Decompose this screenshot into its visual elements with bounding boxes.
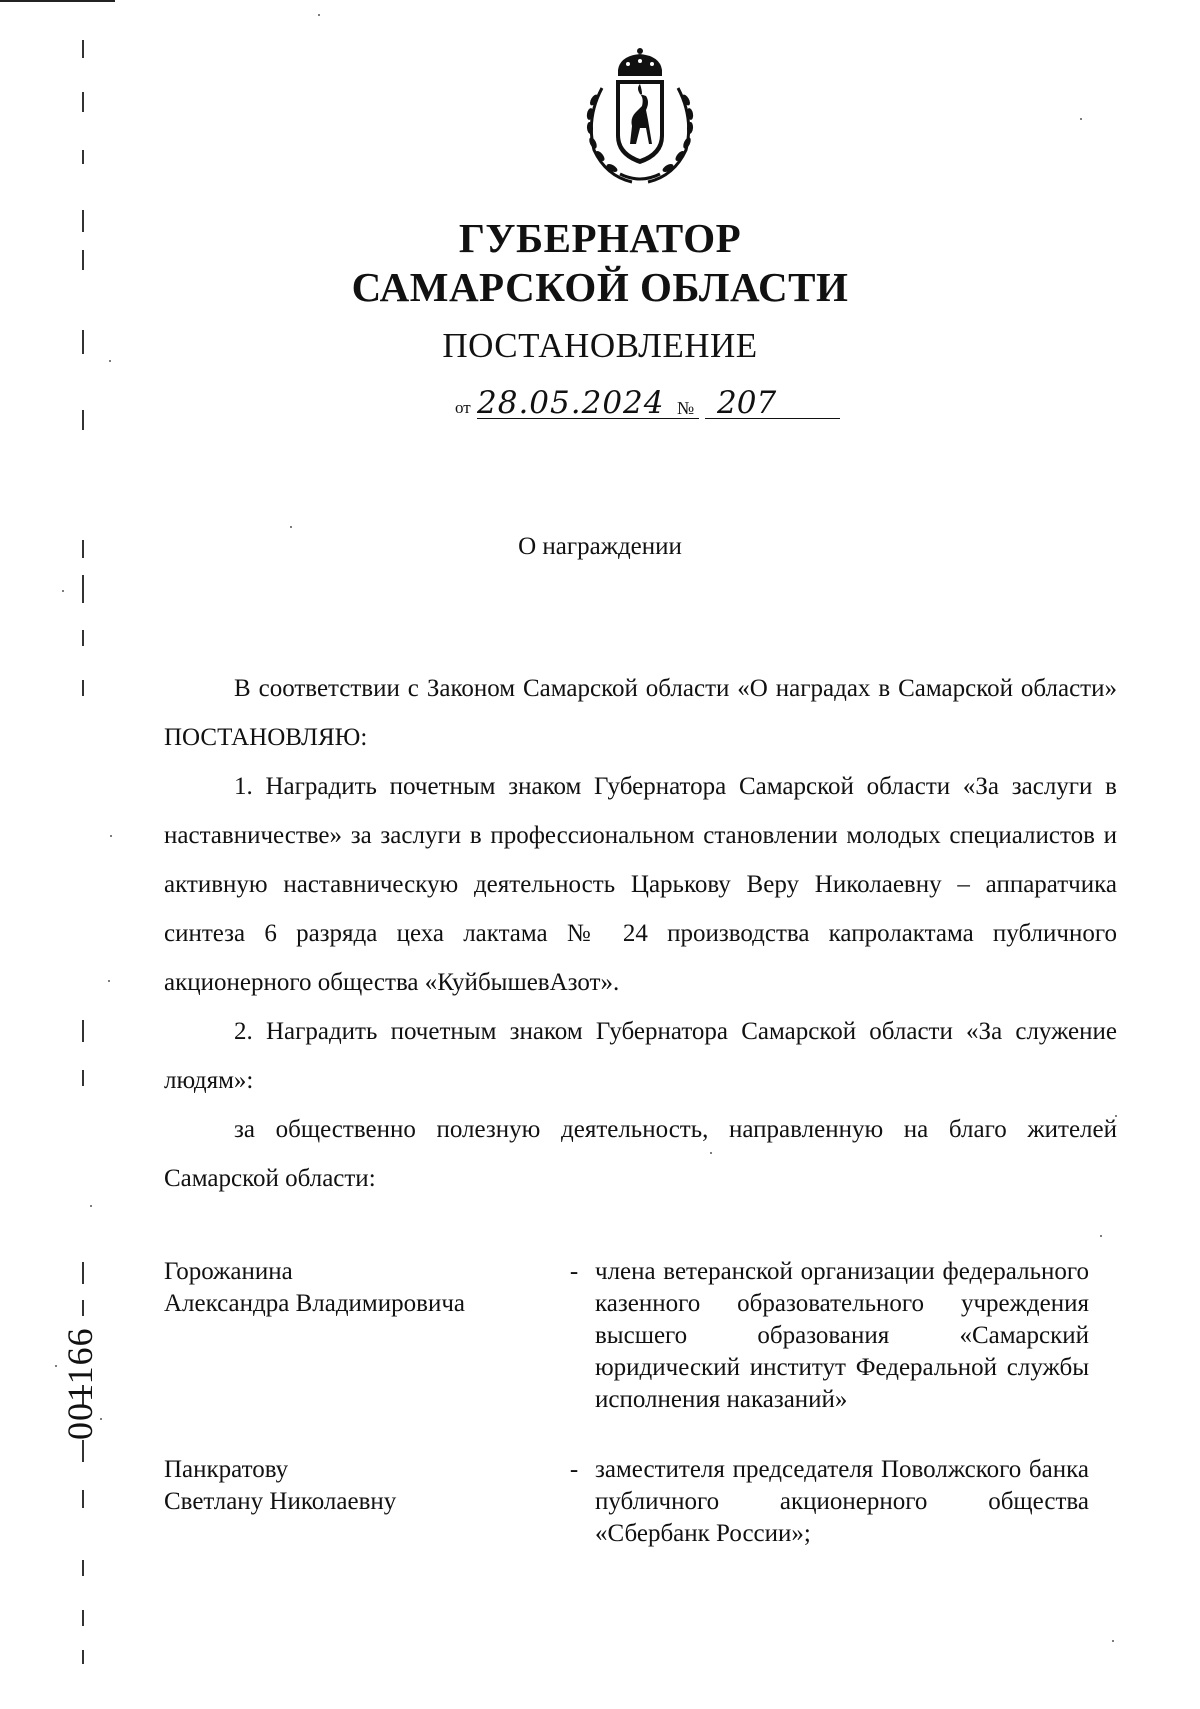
handwritten-date: 28.05.2024 xyxy=(477,388,699,419)
perforation-mark xyxy=(82,575,84,603)
item-2-reason-paragraph: за общественно полезную деятельность, направленную на благо жителей Самарской области: xyxy=(164,1116,1117,1192)
perforation-mark xyxy=(82,1610,84,1626)
perforation-mark xyxy=(82,410,84,430)
awardee-surname: Панкратову xyxy=(164,1456,289,1483)
item-2-paragraph: 2. Наградить почетным знаком Губернатора Самарской области «За служение людям»: xyxy=(164,1018,1117,1094)
perforation-mark xyxy=(82,1560,84,1576)
perforation-mark xyxy=(82,1490,84,1508)
perforation-mark xyxy=(82,150,84,164)
awardee-name xyxy=(164,1256,544,1320)
scan-speck xyxy=(290,526,292,528)
perforation-mark xyxy=(82,1440,84,1462)
serial-number: 001166 xyxy=(60,1327,100,1440)
scan-speck xyxy=(100,1418,102,1420)
awardee-surname: Горожанина xyxy=(164,1258,293,1285)
scan-speck xyxy=(1112,1640,1114,1642)
perforation-mark xyxy=(82,40,84,58)
awardee-list xyxy=(164,1256,1089,1550)
perforation-mark xyxy=(82,680,84,696)
scan-speck xyxy=(90,1205,92,1207)
awardee-given-names: Александра Владимировича xyxy=(164,1290,465,1317)
scan-edge-line xyxy=(0,0,115,2)
document-body xyxy=(164,664,1117,1203)
scan-speck xyxy=(318,14,320,16)
scan-speck xyxy=(110,835,112,837)
title-line-2: САМАРСКОЙ ОБЛАСТИ xyxy=(351,264,849,310)
item-1-paragraph: 1. Наградить почетным знаком Губернатора Самарской области «За заслуги в наставничестве» за заслуги в профессиональном становлении молодых специалистов и активную наставническую деятельность Царькову Веру Николаевну – аппаратчика синтеза 6 разряда цеха лактама № 24 производства капролактама публичного акционерного общества «КуйбышевАзот». xyxy=(164,773,1117,996)
scan-speck xyxy=(1100,1235,1102,1237)
awardee-dash: - xyxy=(569,1258,579,1285)
awardee-description: члена ветеранской организации федерального казенного образовательного учреждения высшего образования «Самарский юридический институт Федеральной службы исполнения наказаний» xyxy=(595,1258,1089,1413)
samara-coat-of-arms-icon xyxy=(580,48,700,188)
document-subject: О награждении xyxy=(518,533,682,560)
perforation-mark xyxy=(82,630,84,646)
perforation-mark xyxy=(82,1300,84,1316)
awardee-dash: - xyxy=(569,1456,579,1483)
number-prefix: № xyxy=(677,398,695,418)
date-prefix: от xyxy=(455,398,471,417)
perforation-mark xyxy=(82,1262,84,1284)
scan-speck xyxy=(1080,118,1082,120)
awardee-row xyxy=(164,1256,1089,1416)
awardee-given-names: Светлану Николаевну xyxy=(164,1488,397,1515)
scan-speck xyxy=(62,590,64,592)
awardee-row xyxy=(164,1454,1089,1550)
document-type: ПОСТАНОВЛЕНИЕ xyxy=(442,326,758,365)
date-number-line xyxy=(455,385,855,422)
scan-speck xyxy=(108,980,110,982)
perforation-mark xyxy=(82,1020,84,1042)
awardee-name xyxy=(164,1454,544,1518)
perforation-mark xyxy=(82,1650,84,1664)
perforation-mark xyxy=(82,92,84,112)
title-line-1: ГУБЕРНАТОР xyxy=(458,215,742,261)
preamble-paragraph: В соответствии с Законом Самарской области «О наградах в Самарской области» ПОСТАНОВЛЯЮ: xyxy=(164,675,1117,751)
handwritten-number: 207 xyxy=(705,388,840,419)
perforation-mark xyxy=(82,1070,84,1086)
awardee-description: заместителя председателя Поволжского банка публичного акционерного общества «Сбербанк России»; xyxy=(595,1456,1089,1547)
scan-speck xyxy=(55,1365,57,1367)
